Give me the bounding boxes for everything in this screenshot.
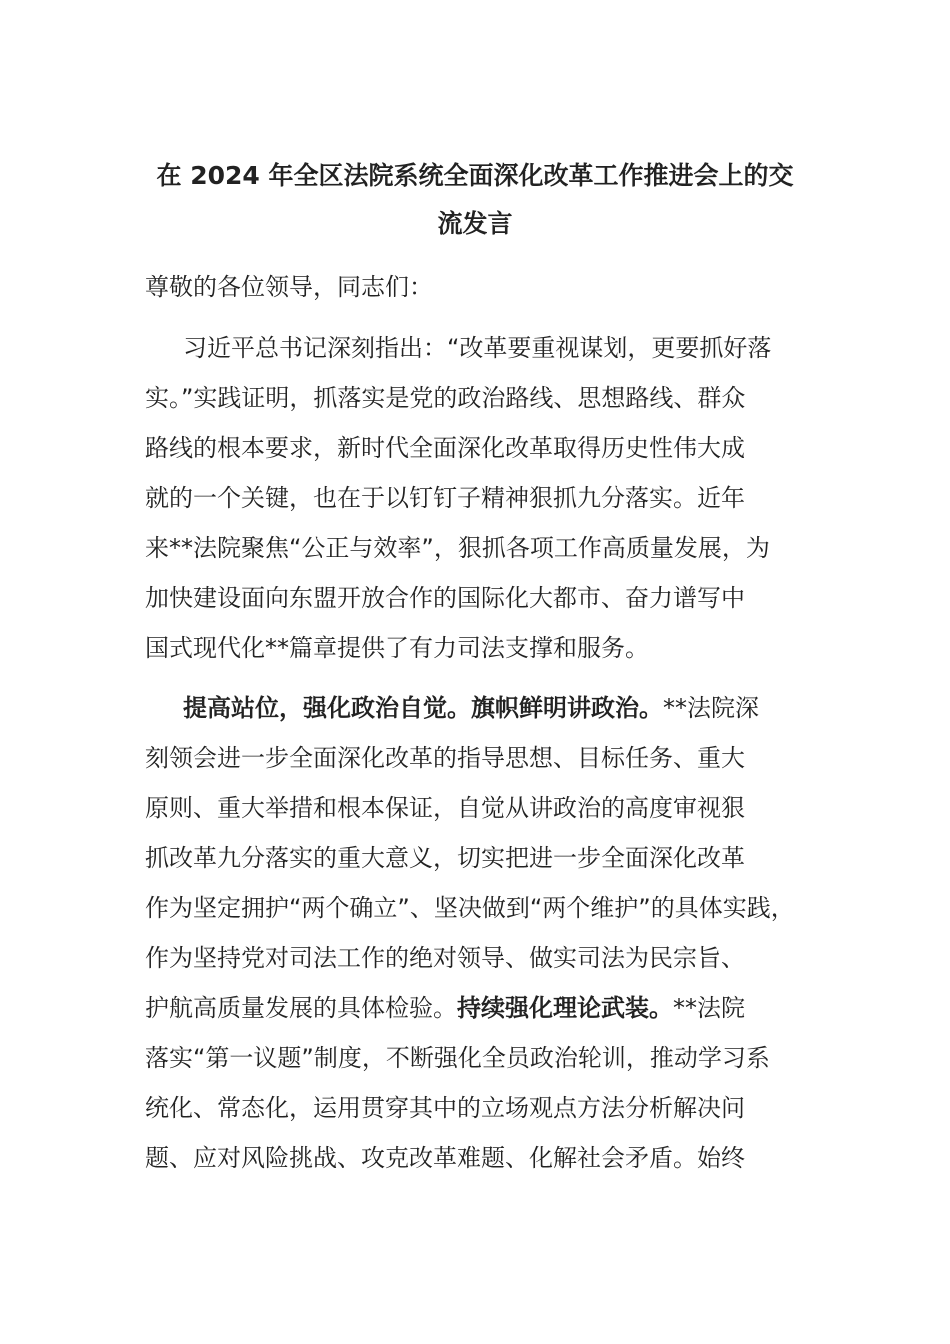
paragraph-line: 题、应对风险挑战、攻克改革难题、化解社会矛盾。始终 — [145, 1144, 745, 1172]
section-heading: 持续强化理论武装。 — [457, 994, 673, 1022]
paragraph-line: 作为坚定拥护“两个确立”、坚决做到“两个维护”的具体实践， — [145, 894, 795, 922]
inline-text: **法院 — [673, 994, 745, 1022]
paragraph-line — [145, 983, 835, 1033]
paragraph-line: 落实“第一议题”制度，不断强化全员政治轮训，推动学习系 — [145, 1044, 770, 1072]
paragraph-line: 国式现代化**篇章提供了有力司法支撑和服务。 — [145, 634, 649, 662]
paragraph-line: 习近平总书记深刻指出：“改革要重视谋划，更要抓好落 — [183, 334, 772, 362]
paragraph-2 — [145, 683, 835, 1183]
paragraph-line: 加快建设面向东盟开放合作的国际化大都市、奋力谱写中 — [145, 584, 745, 612]
salutation: 尊敬的各位领导，同志们： — [145, 273, 433, 301]
document-title — [145, 152, 805, 248]
paragraph-line: 抓改革九分落实的重大意义，切实把进一步全面深化改革 — [145, 844, 745, 872]
inline-text: 护航高质量发展的具体检验。 — [145, 994, 457, 1022]
inline-text: **法院深 — [663, 694, 759, 722]
paragraph-line: 原则、重大举措和根本保证，自觉从讲政治的高度审视狠 — [145, 794, 745, 822]
title-line-1: 在 2024 年全区法院系统全面深化改革工作推进会上的交 — [156, 161, 794, 190]
section-heading: 提高站位，强化政治自觉。旗帜鲜明讲政治。 — [183, 694, 663, 722]
paragraph-line: 路线的根本要求，新时代全面深化改革取得历史性伟大成 — [145, 434, 745, 462]
paragraph-line — [145, 683, 835, 733]
paragraph-1 — [145, 323, 835, 673]
paragraph-line: 实。”实践证明，抓落实是党的政治路线、思想路线、群众 — [145, 384, 746, 412]
paragraph-line: 统化、常态化，运用贯穿其中的立场观点方法分析解决问 — [145, 1094, 745, 1122]
paragraph-line: 作为坚持党对司法工作的绝对领导、做实司法为民宗旨、 — [145, 944, 745, 972]
title-line-2: 流发言 — [437, 209, 513, 238]
paragraph-line: 刻领会进一步全面深化改革的指导思想、目标任务、重大 — [145, 744, 745, 772]
paragraph-line: 来**法院聚焦“公正与效率”，狠抓各项工作高质量发展，为 — [145, 534, 770, 562]
paragraph-line: 就的一个关键，也在于以钉钉子精神狠抓九分落实。近年 — [145, 484, 745, 512]
